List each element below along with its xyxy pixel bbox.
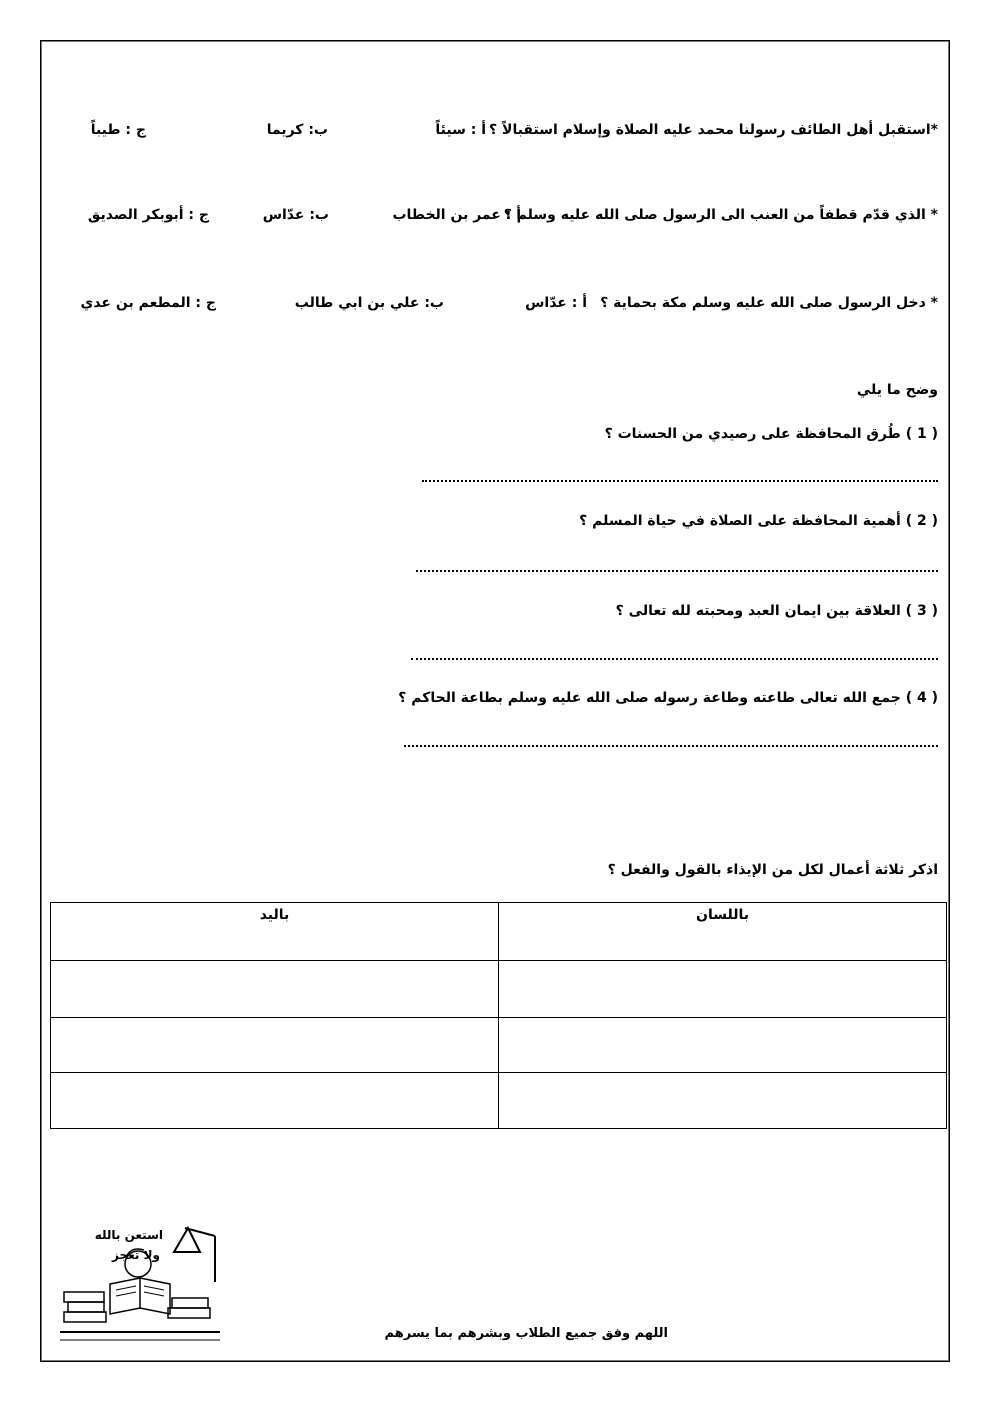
option-b: ب: كريما: [266, 122, 328, 138]
answer-line-2[interactable]: [416, 568, 938, 572]
logo-line-2: ولا تعجز: [112, 1248, 160, 1262]
column-tongue-header: باللسان: [499, 903, 947, 961]
table-row: [51, 1018, 947, 1073]
explain-item-1: ( 1 ) طُرق المحافظة على رصيدي من الحسنات ؟: [604, 426, 938, 442]
answer-cell[interactable]: [51, 961, 499, 1018]
answer-cell[interactable]: [499, 961, 947, 1018]
option-c: ج : المطعم بن عدي: [80, 295, 216, 311]
table-row: [51, 1073, 947, 1129]
option-b: ب: علي بن ابي طالب: [294, 295, 444, 311]
option-c: ج : أبوبكر الصديق: [87, 207, 209, 223]
explain-item-2: ( 2 ) أهمية المحافظة على الصلاة في حياة المسلم ؟: [579, 513, 938, 529]
question-text: * دخل الرسول صلى الله عليه وسلم مكة بحماية ؟: [600, 295, 938, 311]
option-a: أ : عدّاس: [525, 295, 587, 311]
answers-table: [50, 902, 947, 1129]
answer-cell[interactable]: [499, 1073, 947, 1129]
option-a: أ : عمر بن الخطاب: [392, 207, 521, 223]
explain-item-3: ( 3 ) العلاقة بين ايمان العبد ومحبته لله تعالى ؟: [615, 603, 938, 619]
table-heading: اذكر ثلاثة أعمال لكل من الإيذاء بالقول والفعل ؟: [607, 862, 938, 878]
table-row: [51, 961, 947, 1018]
answer-line-1[interactable]: [422, 478, 938, 482]
option-c: ج : طيباً: [90, 122, 146, 138]
option-b: ب: عدّاس: [262, 207, 329, 223]
answer-cell[interactable]: [499, 1018, 947, 1073]
column-hand-header: باليد: [51, 903, 499, 961]
table-header-row: [51, 903, 947, 961]
explain-item-4: ( 4 ) جمع الله تعالى طاعته وطاعة رسوله صلى الله عليه وسلم بطاعة الحاكم ؟: [398, 690, 938, 706]
reading-student-logo: [60, 1222, 220, 1344]
answer-cell[interactable]: [51, 1073, 499, 1129]
question-text: * الذي قدّم قطفاً من العنب الى الرسول صلى الله عليه وسلم ؟: [503, 207, 938, 223]
option-a: أ : سيئاً: [435, 122, 486, 138]
answer-cell[interactable]: [51, 1018, 499, 1073]
explain-heading: وضح ما يلي: [856, 382, 938, 398]
answer-line-4[interactable]: [404, 743, 938, 747]
answer-line-3[interactable]: [411, 656, 938, 660]
logo-line-1: استعن بالله: [94, 1228, 163, 1242]
footer-prayer: اللهم وفق جميع الطلاب وبشرهم بما يسرهم: [384, 1326, 668, 1341]
question-text: *استقبل أهل الطائف رسولنا محمد عليه الصلاة وإسلام استقبالاً ؟: [489, 122, 938, 138]
